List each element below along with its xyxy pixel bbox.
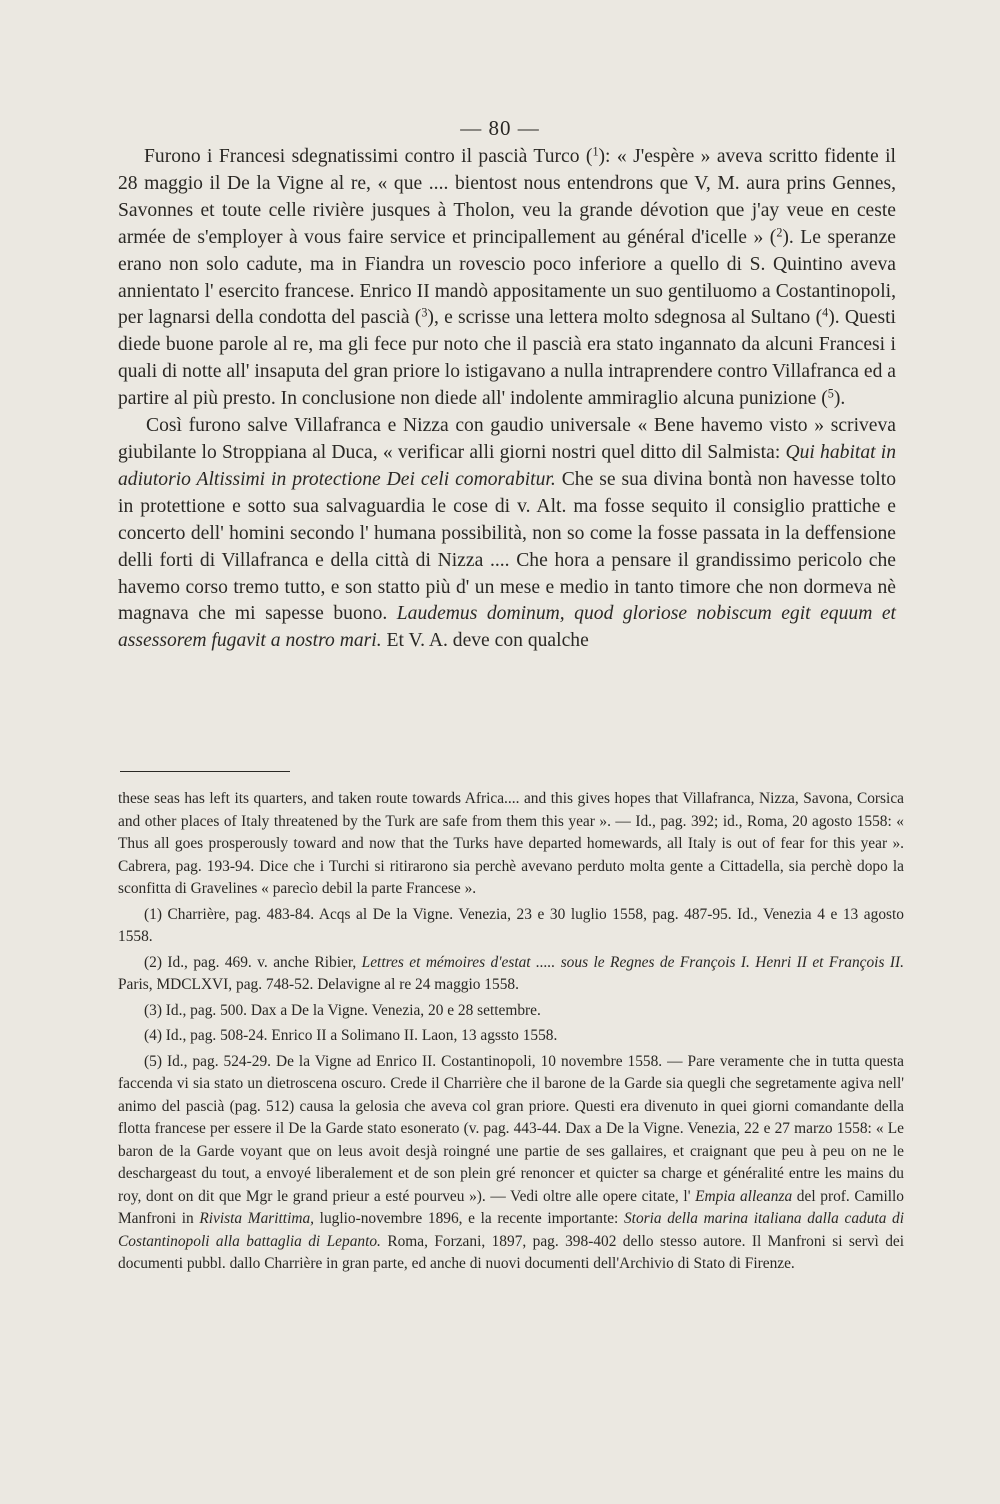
book-title: Storia della marina italiana dalla caduta di Costantinopoli alla battaglia di Lepanto. [118,1210,905,1250]
text-span: ): « J'espère » aveva scritto fidente il 28 maggio il De la Vigne al re, « que .... bientost nous entendrons que V, M. aura prins Gennes, Savonnes et toute celle rivière jusques à Tholon, veu la grande dévotion que j'ay veue en ceste armée de s'employer à vous faire service et principallement au général d'icelle » ( [118,146,896,248]
footnote-text: Id., pag. 508-24. Enrico II a Solimano II. Laon, 13 agssto 1558. [161,1027,558,1044]
book-title: Lettres et mémoires d'estat ..... sous le Regnes de François I. Henri II et François II. [361,953,904,971]
latin-quote: Laudemus dominum, quod gloriose nobiscum egit equum et assessorem fugavit a nostro mari. [118,603,896,652]
footnote-ref-2: 2 [776,225,783,240]
footnote-number: (5) [144,1052,162,1070]
footnote-3 [118,1000,904,1023]
footnote-text: Roma, Forzani, 1897, pag. 398-402 dello stesso autore. Il Manfroni si servì dei documenti pubbl. dallo Charrière in gran parte, ed anche di nuovi documenti dell'Archivio di Stato di Firenze. [118,1232,904,1272]
text-span: Che se sua divina bontà non havesse tolto in protettione e sotto sua salvaguardia le cose di v. Alt. ma fosse sequito il consiglio prattiche e concerto dell' homini secondo l' humana possibilità, non so come la fosse passata in la deffensione delli forti di Villafranca e della città di Nizza .... Che hora a pensare il grandissimo pericolo che havemo corso tremo tutto, e son statto più d' un mese e medio in tanto timore che non dormeva nè magnava che mi sapesse buono. [118,468,896,625]
main-text [118,144,896,655]
paragraph-2 [118,413,896,655]
text-span: Furono i Francesi sdegnatissimi contro il pascià Turco ( [144,146,593,167]
footnote-number: (3) [144,1001,162,1019]
footnote-rule [120,771,290,772]
footnote-number: (1) [144,905,162,923]
footnote-1 [118,904,904,949]
text-span: ). Le speranze erano non solo cadute, ma in Fiandra un rovescio poco inferiore a quello di S. Quintino aveva annientato l' esercito francese. Enrico II mandò appositamente un suo gentiluomo a Costantinopoli, per lagnarsi della condotta del pascià ( [118,226,896,329]
text-span: Così furono salve Villafranca e Nizza con gaudio universale « Bene havemo visto » scriveva giubilante lo Stroppiana al Duca, « verificar alli giorni nostri quel ditto dil Salmista: [118,415,896,463]
footnote-text: Id., pag. 524-29. De la Vigne ad Enrico II. Costantinopoli, 10 novembre 1558. — Pare veramente che in tutta questa faccenda vi sia stato un dietroscena oscuro. Crede il Charrière che il barone de la Garde sia quegli che segretamente agiva nell' animo del pascià (pag. 512) causa la gelosia che aveva col gran priore. Questi era divenuto in quei giorni comandante della flotta francese per essere il De la Garde stato esonerato (v. pag. 443-44. Dax a De la Vigne. Venezia, 22 e 27 marzo 1558: « Le baron de la Garde voyant que on leus avoit desjà roingné une partie de ses gallaires, et craignant que peu à peu on ne le deschargeast du tout, a envoyé liberalement et de son plein gré renoncer et quicter sa charge et généralité entre les mains du roy, dont on dit que Mgr le grand prieur a esté pourveu »). — Vedi oltre alle opere citate, l' [118,1052,904,1205]
footnote-text: Id., pag. 500. Dax a De la Vigne. Venezia, 20 e 28 settembre. [161,1001,541,1019]
footnote-number: (2) [144,953,162,971]
footnote-ref-3: 3 [421,305,428,320]
footnote-5 [118,1051,904,1276]
footnote-text: Paris, MDCLXVI, pag. 748-52. Delavigne al re 24 maggio 1558. [118,976,519,993]
paragraph-1 [118,144,896,413]
footnote-ref-4: 4 [822,305,829,320]
footnote-ref-5: 5 [827,386,834,401]
footnotes [118,788,904,1279]
journal-title: Rivista Marittima, [199,1210,315,1227]
footnote-continuation: these seas has left its quarters, and taken route towards Africa.... and this gives hopes that Villafranca, Nizza, Savona, Corsica and other places of Italy threatened by the Turk are safe from them this year ». — Id., pag. 392; id., Roma, 20 agosto 1558: « Thus all goes prosperously toward and now that the Turks have departed homewards, all Italy is out of fear for this year ». Cabrera, pag. 193-94. Dice che i Turchi si ritirarono sia perchè avevano perduto molta gente a Cittadella, sia perchè dopo la sconfitta di Gravelines « parecìo debil la parte Francese ». [118,790,904,897]
footnote-number: (4) [144,1027,162,1044]
footnote-text: luglio-novembre 1896, e la recente importante: [314,1210,624,1227]
latin-quote: Qui habitat in adiutorio Altissimi in protectione Dei celi comorabitur. [118,441,897,490]
text-span: ), e scrisse una lettera molto sdegnosa al Sultano ( [427,307,823,329]
text-span: ). Questi diede buone parole al re, ma gli fece pur noto che il pascià era stato ingannato da alcuni Francesi i quali di notte all' insaputa del gran priore lo istigavano a nulla intraprendere contro Villafranca ed a partire al più presto. In conclusione non diede all' indolente ammiraglio alcuna punizione ( [118,307,896,410]
page-number: — 80 — [460,116,540,140]
text-span: ). [833,388,846,410]
footnote-ref-1: 1 [592,144,599,159]
footnote-4 [118,1025,904,1048]
footnote-text: Charrière, pag. 483-84. Acqs al De la Vigne. Venezia, 23 e 30 luglio 1558, pag. 487-95. Id., Venezia 4 e 13 agosto 1558. [118,905,904,945]
footnote-text: Id., pag. 469. v. anche Ribier, [161,953,362,971]
book-title: Empia alleanza [695,1187,793,1205]
footnote-text: del prof. Camillo Manfroni in [118,1187,904,1227]
footnote-2 [118,952,904,997]
text-span: Et V. A. deve con qualche [381,630,589,652]
